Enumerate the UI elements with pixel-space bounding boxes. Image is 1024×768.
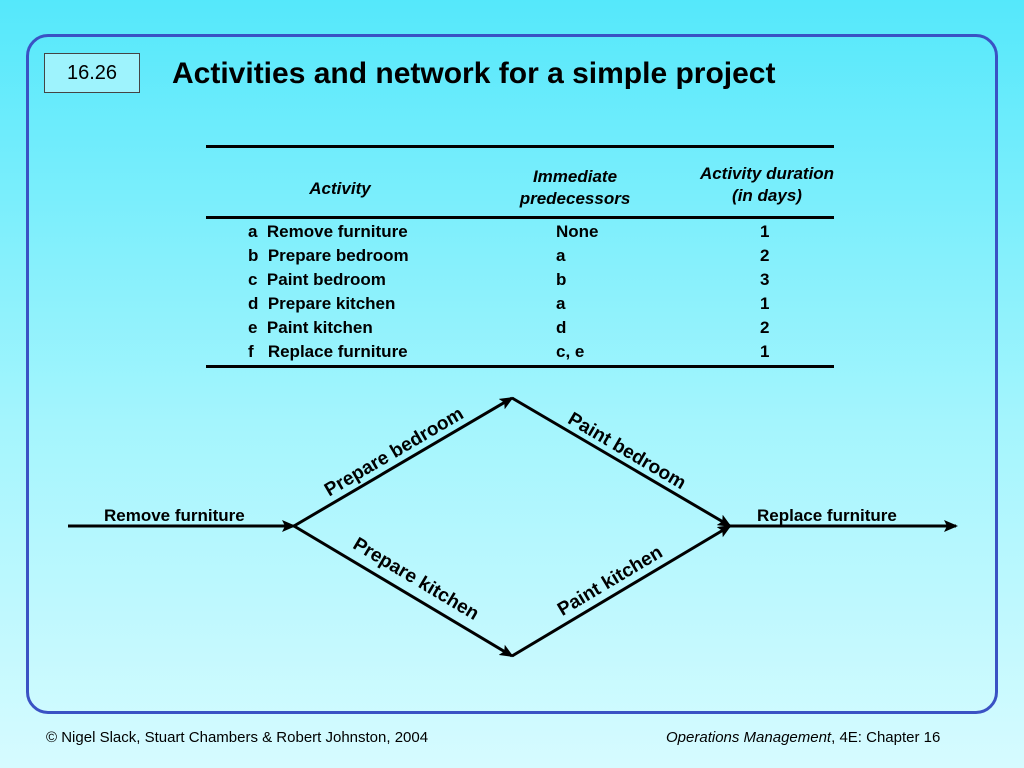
row-activity: c Paint bedroom [248, 270, 386, 289]
arrow-paint-bedroom [512, 398, 730, 526]
arrow-prepare-bedroom [294, 398, 512, 526]
footer-book-title: Operations Management [666, 729, 832, 746]
row-activity: a Remove furniture [248, 222, 408, 241]
footer-copyright: © Nigel Slack, Stuart Chambers & Robert Johnston, 2004 [46, 729, 429, 746]
footer-book [666, 728, 940, 748]
header-predecessors-line2: predecessors [519, 189, 631, 208]
label-replace-furniture: Replace furniture [757, 506, 897, 525]
row-duration: 1 [760, 294, 770, 313]
row-predecessors: c, e [556, 342, 585, 361]
row-predecessors: d [556, 318, 567, 337]
row-predecessors: a [556, 246, 566, 265]
row-duration: 1 [760, 342, 770, 361]
row-predecessors: None [556, 222, 599, 241]
label-prepare-kitchen: Prepare kitchen [349, 533, 483, 625]
arrow-prepare-kitchen [294, 526, 512, 656]
row-duration: 2 [760, 246, 770, 265]
row-duration: 2 [760, 318, 770, 337]
arrow-paint-kitchen [512, 526, 730, 656]
row-predecessors: a [556, 294, 566, 313]
footer-book-suffix: , 4E: Chapter 16 [831, 729, 941, 746]
row-duration: 1 [760, 222, 770, 241]
header-duration-line2: (in days) [732, 186, 802, 205]
header-duration-line1: Activity duration [699, 164, 835, 183]
row-activity: b Prepare bedroom [248, 246, 409, 265]
row-activity: f Replace furniture [248, 342, 408, 361]
row-duration: 3 [760, 270, 770, 289]
row-predecessors: b [556, 270, 567, 289]
header-activity: Activity [309, 179, 371, 198]
label-paint-kitchen: Paint kitchen [554, 541, 667, 621]
row-activity: e Paint kitchen [248, 318, 373, 337]
header-predecessors-line1: Immediate [532, 167, 618, 186]
label-remove-furniture: Remove furniture [104, 506, 245, 525]
row-activity: d Prepare kitchen [248, 294, 396, 313]
slide-number: 16.26 [44, 53, 140, 93]
label-prepare-bedroom: Prepare bedroom [321, 403, 468, 502]
slide-title: Activities and network for a simple project [172, 57, 776, 90]
label-paint-bedroom: Paint bedroom [564, 408, 690, 494]
